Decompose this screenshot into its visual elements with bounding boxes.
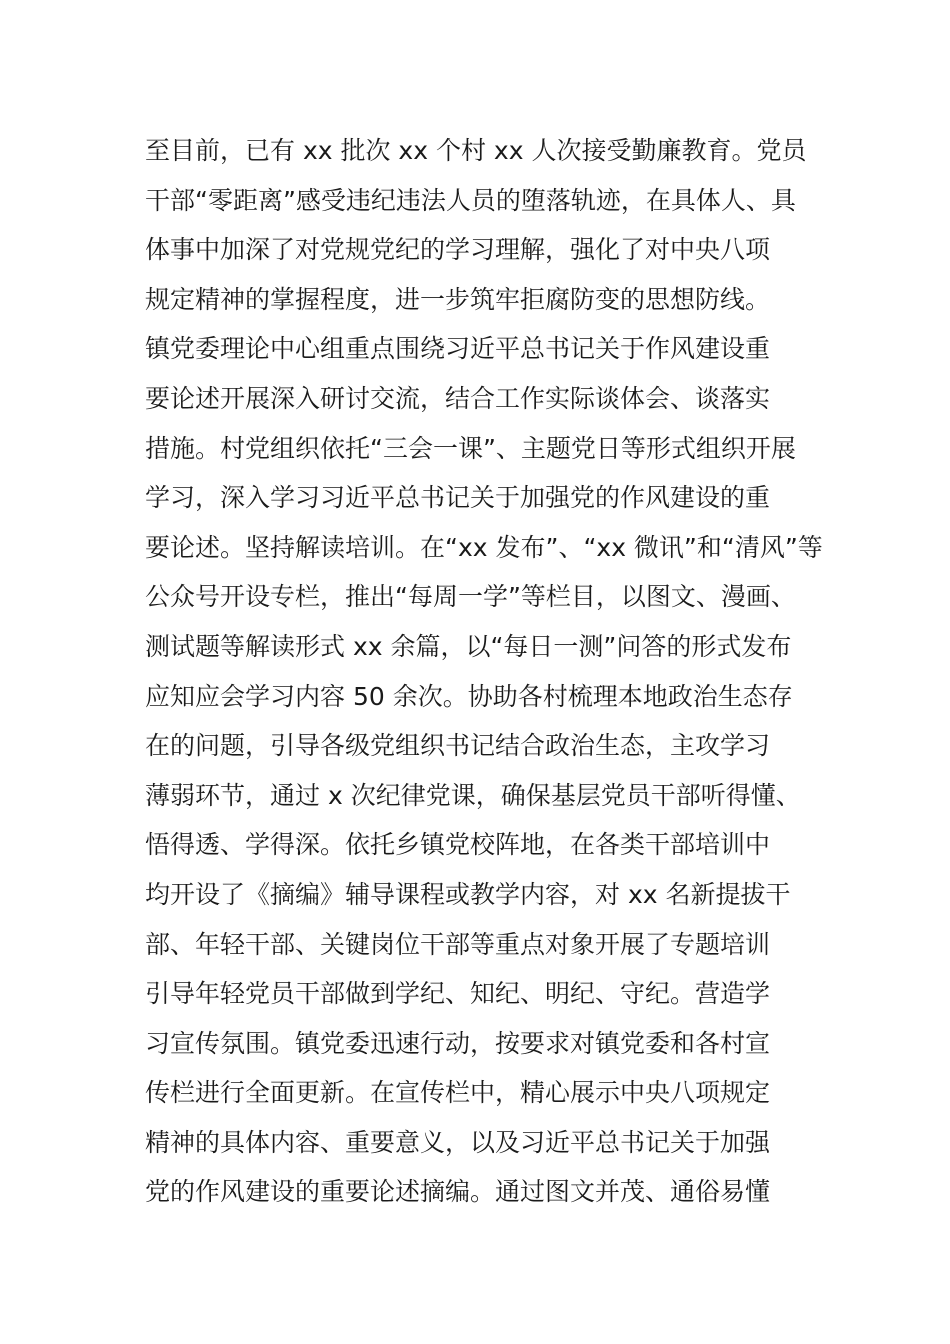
text-line: 引导年轻党员干部做到学纪、知纪、明纪、守纪。营造学 [145,979,771,1009]
text-line: 部、年轻干部、关键岗位干部等重点对象开展了专题培训 [145,929,771,959]
text-line: 规定精神的掌握程度，进一步筑牢拒腐防变的思想防线。 [145,284,771,314]
text-line: 至目前，已有 xx 批次 xx 个村 xx 人次接受勤廉教育。党员 [145,136,807,165]
text-line: 均开设了《摘编》辅导课程或教学内容，对 xx 名新提拔干 [145,879,791,909]
text-line: 测试题等解读形式 xx 余篇，以“每日一测”问答的形式发布 [145,631,792,661]
text-line: 要论述。坚持解读培训。在“xx 发布”、“xx 微讯”和“清风”等 [145,532,823,562]
text-line: 要论述开展深入研讨交流，结合工作实际谈体会、谈落实 [145,383,771,413]
text-line: 精神的具体内容、重要意义，以及习近平总书记关于加强 [145,1127,771,1157]
text-line: 薄弱环节，通过 x 次纪律党课，确保基层党员干部听得懂、 [145,780,801,810]
text-line: 体事中加深了对党规党纪的学习理解，强化了对中央八项 [145,235,771,265]
text-line: 公众号开设专栏，推出“每周一学”等栏目，以图文、漫画、 [145,582,796,612]
text-line: 传栏进行全面更新。在宣传栏中，精心展示中央八项规定 [145,1078,771,1108]
text-line: 应知应会学习内容 50 余次。协助各村梳理本地政治生态存 [145,681,793,711]
text-line: 干部“零距离”感受违纪违法人员的堕落轨迹，在具体人、具 [145,185,796,215]
text-line: 措施。村党组织依托“三会一课”、主题党日等形式组织开展 [145,433,796,463]
text-line: 习宣传氛围。镇党委迅速行动，按要求对镇党委和各村宣 [145,1028,771,1058]
text-line: 镇党委理论中心组重点围绕习近平总书记关于作风建设重 [145,334,771,364]
body-paragraph [145,126,845,1217]
text-line: 在的问题，引导各级党组织书记结合政治生态，主攻学习 [145,731,771,761]
text-line: 悟得透、学得深。依托乡镇党校阵地，在各类干部培训中 [145,830,771,860]
text-line: 学习，深入学习习近平总书记关于加强党的作风建设的重 [145,483,771,513]
text-line: 党的作风建设的重要论述摘编。通过图文并茂、通俗易懂 [145,1177,771,1207]
